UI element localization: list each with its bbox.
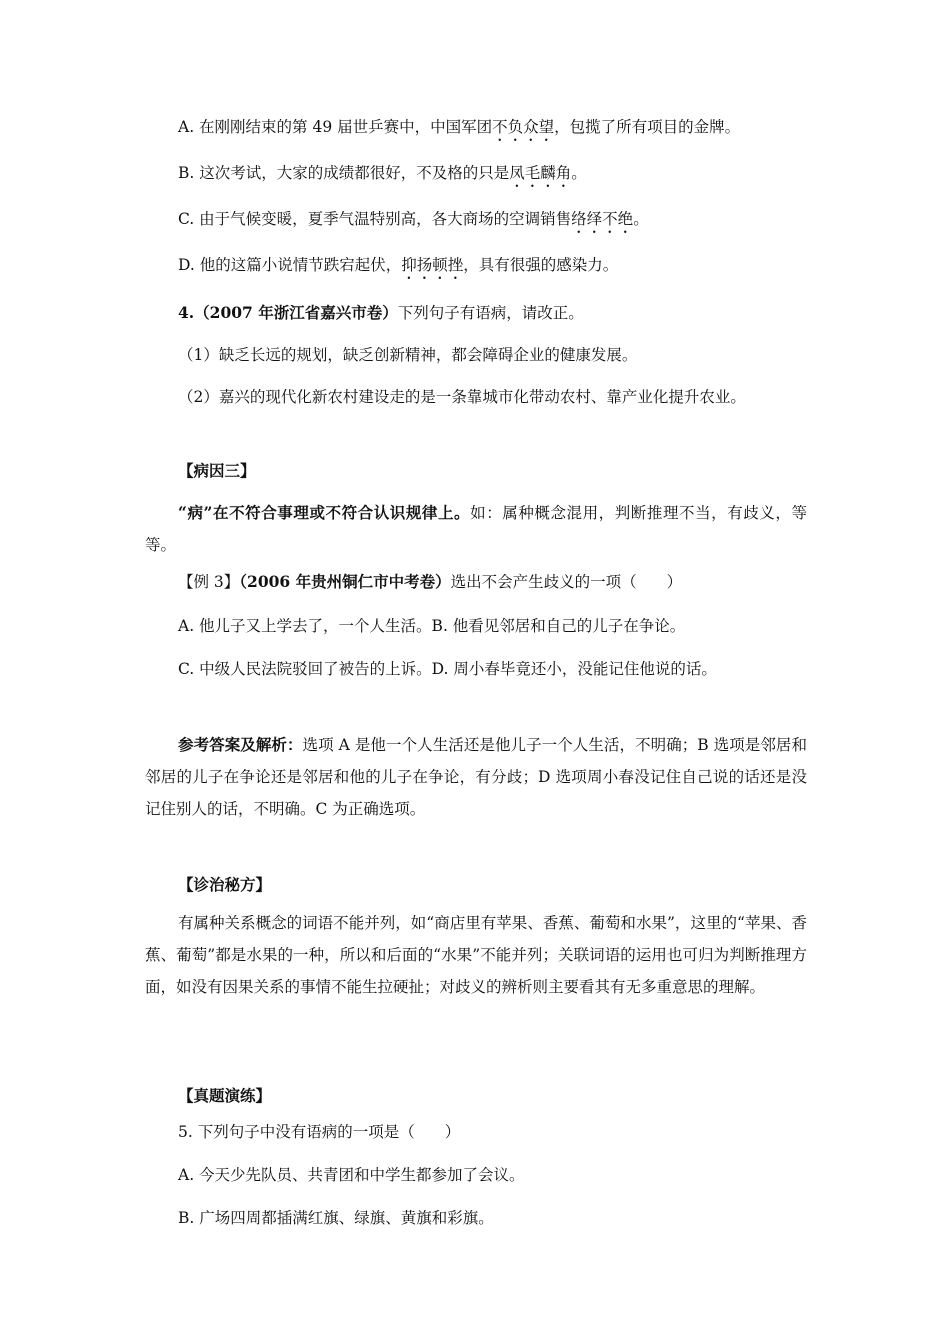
example3-stem: 【例 3】（2006 年贵州铜仁市中考卷）选出不会产生歧义的一项（ ）: [178, 572, 683, 591]
q3-option-a: A. 在刚刚结束的第 49 届世乒赛中，中国军团不负众望，包揽了所有项目的金牌。: [178, 118, 741, 136]
q4-source: 4.（2007 年浙江省嘉兴市卷）: [178, 303, 398, 322]
section-heading-cause3: 【病因三】: [178, 461, 256, 480]
q4-stem: 4.（2007 年浙江省嘉兴市卷）下列句子有语病，请改正。: [178, 303, 584, 322]
q3-option-c: C. 由于气候变暖，夏季气温特别高，各大商场的空调销售络绎不绝。: [178, 210, 649, 228]
q4-item-2: （2）嘉兴的现代化新农村建设走的是一条靠城市化带动农村、靠产业化提升农业。: [178, 388, 746, 406]
cause3-description: “病”在不符合事理或不符合认识规律上。如：属种概念混用，判断推理不当，有歧义，等等。: [145, 503, 807, 554]
example3-options-ab: A. 他儿子又上学去了，一个人生活。B. 他看见邻居和自己的儿子在争论。: [178, 617, 686, 635]
remedy-text: 有属种关系概念的词语不能并列，如“商店里有苹果、香蕉、葡萄和水果”，这里的“苹果、香蕉、葡萄”都是水果的一种，所以和后面的“水果”不能并列；关联词语的运用也可归为判断推理方面，如没有因果关系的事情不能生拉硬扯；对歧义的辨析则主要看其有无多重意思的理解。: [145, 914, 807, 996]
q4-item-1: （1）缺乏长远的规划，缺乏创新精神，都会障碍企业的健康发展。: [178, 346, 638, 364]
emphasized-idiom: 不负众望: [492, 118, 555, 136]
q5-option-a: A. 今天少先队员、共青团和中学生都参加了会议。: [178, 1166, 525, 1184]
q3-option-d: D. 他的这篇小说情节跌宕起伏，抑扬顿挫，具有很强的感染力。: [178, 256, 619, 274]
section-heading-remedy: 【诊治秘方】: [178, 875, 272, 894]
answer-analysis: 参考答案及解析：选项 A 是他一个人生活还是他儿子一个人生活，不明确；B 选项是邻居和邻居的儿子在争论还是邻居和他的儿子在争论，有分歧；D 选项周小春没记住自己说的话还是没记住别人的话，不明确。C 为正确选项。: [145, 735, 807, 818]
q3-option-b: B. 这次考试，大家的成绩都很好，不及格的只是凤毛麟角。: [178, 164, 587, 182]
emphasized-idiom: 抑扬顿挫: [401, 256, 464, 274]
emphasized-idiom: 络绎不绝: [571, 210, 634, 228]
emphasized-idiom: 凤毛麟角: [509, 164, 572, 182]
q5-stem: 5. 下列句子中没有语病的一项是（ ）: [178, 1123, 461, 1141]
example3-options-cd: C. 中级人民法院驳回了被告的上诉。D. 周小春毕竟还小，没能记住他说的话。: [178, 660, 717, 678]
q5-option-b: B. 广场四周都插满红旗、绿旗、黄旗和彩旗。: [178, 1209, 494, 1227]
section-heading-practice: 【真题演练】: [178, 1086, 272, 1105]
